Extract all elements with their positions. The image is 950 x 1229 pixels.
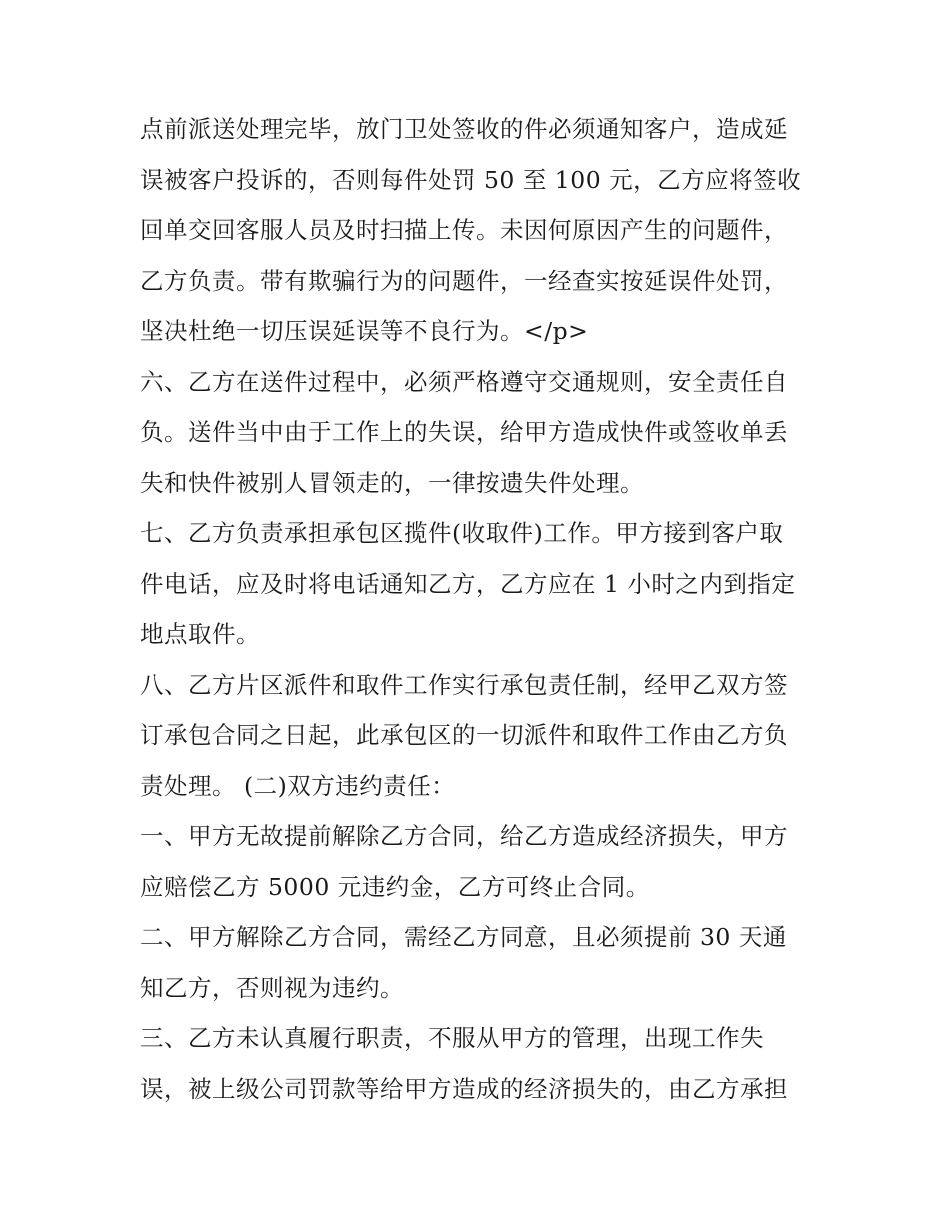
text-line: 误，被上级公司罚款等给甲方造成的经济损失的，由乙方承担 bbox=[140, 1074, 788, 1103]
paragraph-breach-2 bbox=[140, 912, 820, 1013]
text-line: 误被客户投诉的，否则每件处罚 50 至 100 元，乙方应将签收 bbox=[140, 165, 802, 194]
paragraph-item-7 bbox=[140, 508, 820, 660]
text-line: 地点取件。 bbox=[140, 620, 260, 648]
text-line: 负。送件当中由于工作上的失误，给甲方造成快件或签收单丢 bbox=[140, 418, 788, 446]
text-line: 二、甲方解除乙方合同，需经乙方同意，且必须提前 30 天通 bbox=[140, 923, 787, 951]
paragraph-item-8 bbox=[140, 660, 820, 812]
text-line: 三、乙方未认真履行职责，不服从甲方的管理，出现工作失 bbox=[140, 1024, 764, 1052]
text-line: 订承包合同之日起，此承包区的一切派件和取件工作由乙方负 bbox=[140, 721, 788, 749]
paragraph-breach-3 bbox=[140, 1013, 820, 1114]
text-line: 回单交回客服人员及时扫描上传。未因何原因产生的问题件， bbox=[140, 216, 788, 244]
document-body bbox=[140, 104, 820, 1114]
paragraph-item-6 bbox=[140, 357, 820, 509]
text-line: 一、甲方无故提前解除乙方合同，给乙方造成经济损失，甲方 bbox=[140, 822, 788, 850]
text-line: 件电话，应及时将电话通知乙方，乙方应在 1 小时之内到指定 bbox=[140, 569, 796, 598]
text-line: 六、乙方在送件过程中，必须严格遵守交通规则，安全责任自 bbox=[140, 367, 788, 396]
text-line: 知乙方，否则视为违约。 bbox=[140, 973, 404, 1002]
text-line: 乙方负责。带有欺骗行为的问题件，一经查实按延误件处罚， bbox=[140, 266, 788, 295]
text-line: 七、乙方负责承担承包区揽件(收取件)工作。甲方接到客户取 bbox=[140, 519, 784, 547]
text-line: 八、乙方片区派件和取件工作实行承包责任制，经甲乙双方签 bbox=[140, 670, 788, 699]
text-line: 应赔偿乙方 5000 元违约金，乙方可终止合同。 bbox=[140, 872, 650, 901]
text-line: 责处理。 (二)双方违约责任： bbox=[140, 771, 456, 800]
text-line: 失和快件被别人冒领走的，一律按遗失件处理。 bbox=[140, 468, 644, 497]
text-line: 点前派送处理完毕，放门卫处签收的件必须通知客户，造成延 bbox=[140, 115, 788, 143]
paragraph-delivery-continued bbox=[140, 104, 820, 357]
text-line: 坚决杜绝一切压误延误等不良行为。</p> bbox=[140, 317, 589, 345]
paragraph-breach-1 bbox=[140, 811, 820, 912]
